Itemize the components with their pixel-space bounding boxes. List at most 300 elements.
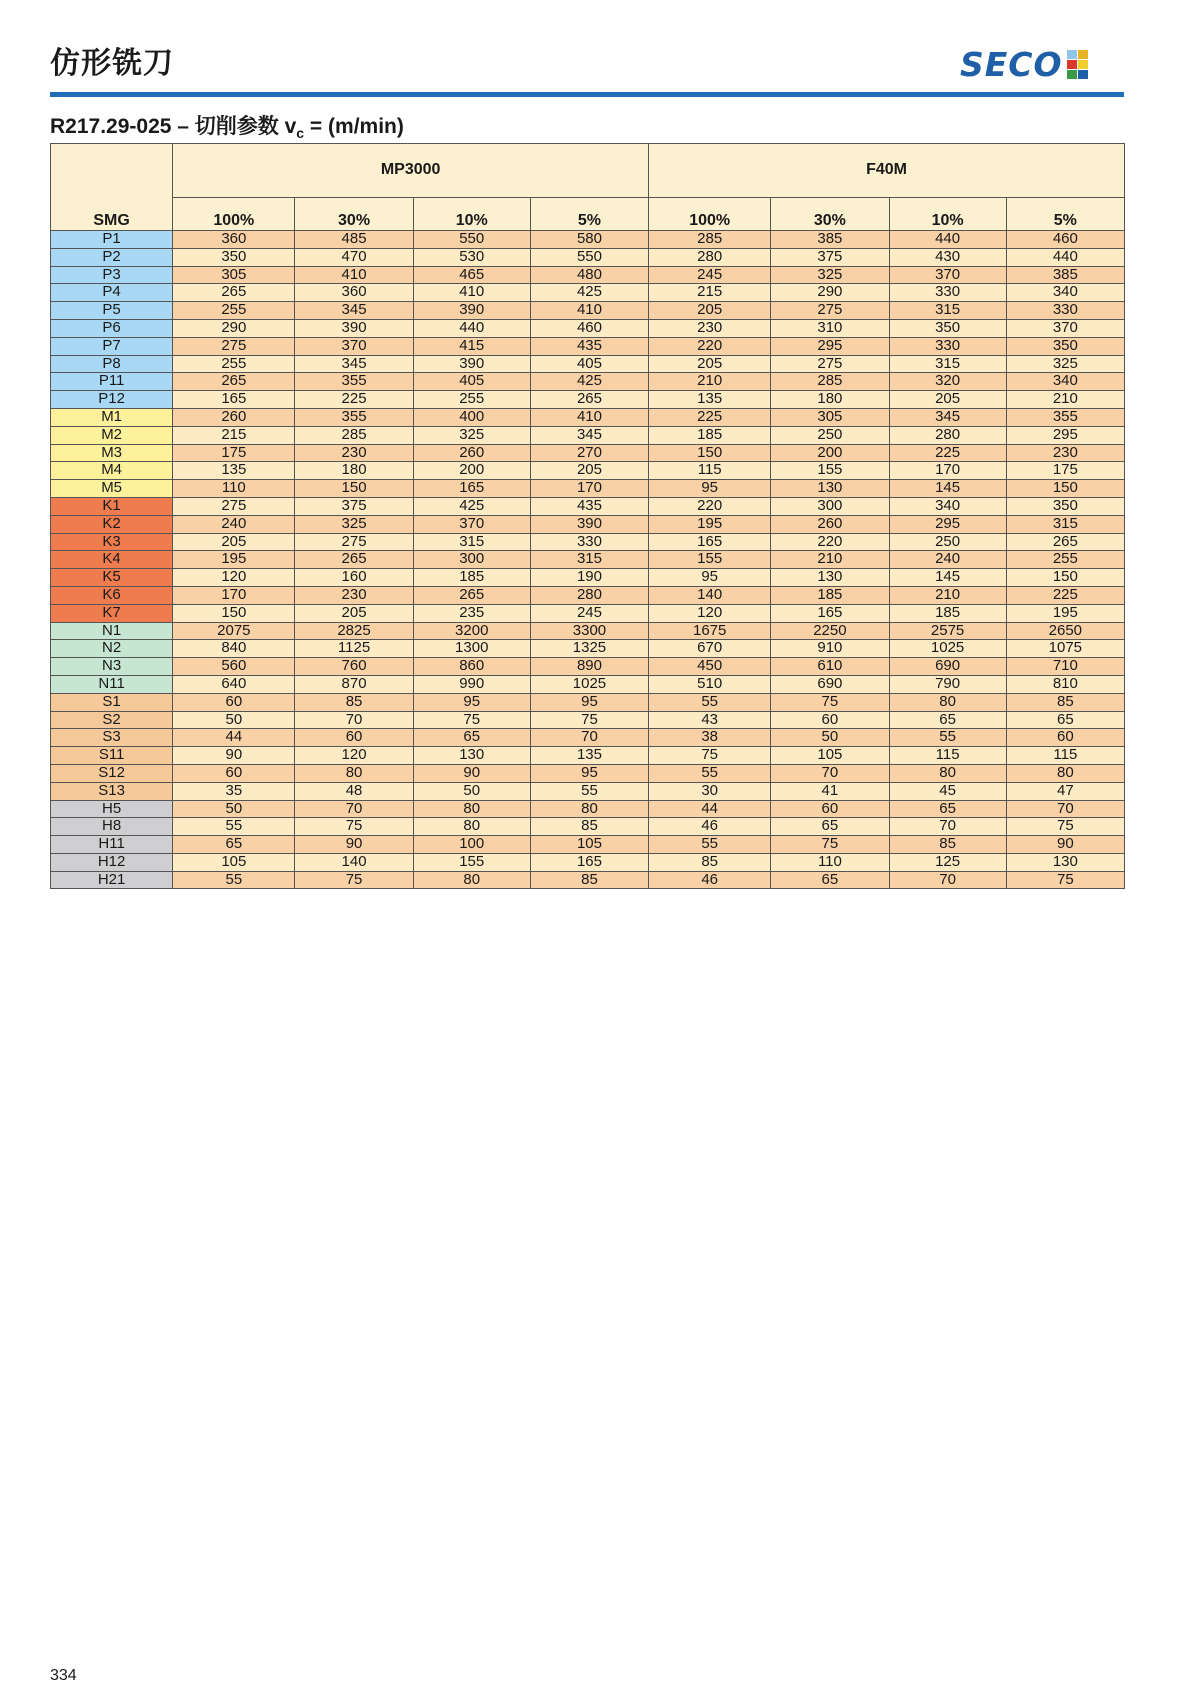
value-cell: 75	[295, 818, 413, 836]
value-cell: 330	[530, 533, 648, 551]
logo-text: SECO	[960, 44, 1063, 84]
value-cell: 465	[413, 266, 530, 284]
value-cell: 275	[173, 337, 295, 355]
table-title-units: = (m/min)	[304, 115, 404, 138]
value-cell: 355	[1006, 408, 1124, 426]
value-cell: 3300	[530, 622, 648, 640]
value-cell: 95	[530, 693, 648, 711]
value-cell: 90	[413, 764, 530, 782]
smg-cell: S11	[51, 747, 173, 765]
value-cell: 165	[771, 604, 889, 622]
value-cell: 550	[413, 231, 530, 249]
value-cell: 75	[1006, 818, 1124, 836]
value-cell: 200	[771, 444, 889, 462]
value-cell: 400	[413, 408, 530, 426]
value-cell: 230	[1006, 444, 1124, 462]
table-row	[51, 747, 1125, 765]
value-cell: 360	[173, 231, 295, 249]
value-cell: 1125	[295, 640, 413, 658]
value-cell: 165	[413, 480, 530, 498]
value-cell: 65	[771, 871, 889, 889]
value-cell: 640	[173, 675, 295, 693]
value-cell: 220	[649, 337, 771, 355]
table-row	[51, 622, 1125, 640]
value-cell: 130	[771, 569, 889, 587]
value-cell: 1675	[649, 622, 771, 640]
value-cell: 225	[649, 408, 771, 426]
value-cell: 340	[1006, 373, 1124, 391]
value-cell: 44	[173, 729, 295, 747]
value-cell: 165	[649, 533, 771, 551]
value-cell: 75	[649, 747, 771, 765]
value-cell: 370	[1006, 319, 1124, 337]
value-cell: 95	[649, 569, 771, 587]
value-cell: 47	[1006, 782, 1124, 800]
page-number: 334	[50, 1667, 77, 1684]
value-cell: 435	[530, 337, 648, 355]
value-cell: 290	[173, 319, 295, 337]
value-cell: 120	[173, 569, 295, 587]
value-cell: 2250	[771, 622, 889, 640]
value-cell: 115	[649, 462, 771, 480]
value-cell: 440	[889, 231, 1006, 249]
value-cell: 330	[889, 284, 1006, 302]
value-cell: 85	[530, 818, 648, 836]
table-row	[51, 373, 1125, 391]
value-cell: 120	[295, 747, 413, 765]
value-cell: 135	[649, 391, 771, 409]
smg-cell: H8	[51, 818, 173, 836]
value-cell: 230	[649, 319, 771, 337]
value-cell: 275	[295, 533, 413, 551]
value-cell: 180	[295, 462, 413, 480]
smg-cell: M4	[51, 462, 173, 480]
value-cell: 150	[173, 604, 295, 622]
value-cell: 390	[413, 302, 530, 320]
value-cell: 70	[295, 800, 413, 818]
value-cell: 60	[173, 764, 295, 782]
value-cell: 55	[649, 764, 771, 782]
table-row	[51, 782, 1125, 800]
value-cell: 60	[173, 693, 295, 711]
value-cell: 60	[771, 711, 889, 729]
subheader-cell: 5%	[530, 198, 648, 231]
value-cell: 345	[295, 302, 413, 320]
smg-cell: S2	[51, 711, 173, 729]
value-cell: 140	[649, 586, 771, 604]
cutting-data-table	[50, 143, 1125, 889]
table-row	[51, 836, 1125, 854]
table-row	[51, 586, 1125, 604]
value-cell: 1025	[530, 675, 648, 693]
value-cell: 80	[413, 800, 530, 818]
value-cell: 330	[889, 337, 1006, 355]
smg-cell: K4	[51, 551, 173, 569]
value-cell: 375	[295, 497, 413, 515]
value-cell: 840	[173, 640, 295, 658]
value-cell: 210	[649, 373, 771, 391]
value-cell: 175	[1006, 462, 1124, 480]
smg-cell: H11	[51, 836, 173, 854]
value-cell: 200	[413, 462, 530, 480]
value-cell: 385	[771, 231, 889, 249]
value-cell: 95	[413, 693, 530, 711]
value-cell: 35	[173, 782, 295, 800]
page-title: 仿形铣刀	[50, 46, 174, 81]
value-cell: 180	[771, 391, 889, 409]
table-row	[51, 231, 1125, 249]
value-cell: 890	[530, 658, 648, 676]
value-cell: 340	[889, 497, 1006, 515]
value-cell: 450	[649, 658, 771, 676]
value-cell: 125	[889, 853, 1006, 871]
value-cell: 345	[295, 355, 413, 373]
value-cell: 325	[295, 515, 413, 533]
table-row	[51, 853, 1125, 871]
value-cell: 50	[413, 782, 530, 800]
value-cell: 205	[649, 302, 771, 320]
value-cell: 205	[295, 604, 413, 622]
table-row	[51, 711, 1125, 729]
value-cell: 235	[413, 604, 530, 622]
value-cell: 265	[173, 373, 295, 391]
value-cell: 560	[173, 658, 295, 676]
value-cell: 70	[530, 729, 648, 747]
value-cell: 210	[771, 551, 889, 569]
value-cell: 290	[771, 284, 889, 302]
value-cell: 285	[649, 231, 771, 249]
value-cell: 70	[295, 711, 413, 729]
value-cell: 910	[771, 640, 889, 658]
smg-cell: K6	[51, 586, 173, 604]
smg-cell: P11	[51, 373, 173, 391]
value-cell: 80	[889, 693, 1006, 711]
subheader-cell: 100%	[649, 198, 771, 231]
value-cell: 75	[530, 711, 648, 729]
value-cell: 415	[413, 337, 530, 355]
value-cell: 370	[413, 515, 530, 533]
value-cell: 60	[295, 729, 413, 747]
smg-cell: S13	[51, 782, 173, 800]
value-cell: 185	[649, 426, 771, 444]
value-cell: 360	[295, 284, 413, 302]
value-cell: 150	[649, 444, 771, 462]
table-row	[51, 284, 1125, 302]
value-cell: 215	[649, 284, 771, 302]
value-cell: 305	[771, 408, 889, 426]
value-cell: 75	[1006, 871, 1124, 889]
value-cell: 130	[1006, 853, 1124, 871]
value-cell: 285	[295, 426, 413, 444]
table-row	[51, 355, 1125, 373]
value-cell: 315	[889, 302, 1006, 320]
value-cell: 390	[530, 515, 648, 533]
value-cell: 265	[413, 586, 530, 604]
value-cell: 1075	[1006, 640, 1124, 658]
value-cell: 350	[889, 319, 1006, 337]
value-cell: 435	[530, 497, 648, 515]
value-cell: 30	[649, 782, 771, 800]
table-row	[51, 658, 1125, 676]
value-cell: 135	[530, 747, 648, 765]
value-cell: 325	[413, 426, 530, 444]
value-cell: 255	[173, 355, 295, 373]
table-title	[50, 110, 404, 141]
value-cell: 155	[649, 551, 771, 569]
value-cell: 315	[413, 533, 530, 551]
value-cell: 70	[771, 764, 889, 782]
table-row	[51, 426, 1125, 444]
value-cell: 135	[173, 462, 295, 480]
value-cell: 155	[413, 853, 530, 871]
table-row	[51, 675, 1125, 693]
smg-cell: S3	[51, 729, 173, 747]
value-cell: 440	[1006, 248, 1124, 266]
smg-cell: H5	[51, 800, 173, 818]
value-cell: 460	[530, 319, 648, 337]
value-cell: 670	[649, 640, 771, 658]
value-cell: 60	[771, 800, 889, 818]
value-cell: 530	[413, 248, 530, 266]
value-cell: 610	[771, 658, 889, 676]
value-cell: 710	[1006, 658, 1124, 676]
smg-cell: P7	[51, 337, 173, 355]
value-cell: 225	[1006, 586, 1124, 604]
value-cell: 46	[649, 818, 771, 836]
value-cell: 46	[649, 871, 771, 889]
table-row	[51, 248, 1125, 266]
value-cell: 265	[295, 551, 413, 569]
value-cell: 165	[530, 853, 648, 871]
value-cell: 44	[649, 800, 771, 818]
value-cell: 275	[771, 355, 889, 373]
value-cell: 80	[889, 764, 1006, 782]
table-row	[51, 444, 1125, 462]
value-cell: 115	[889, 747, 1006, 765]
value-cell: 80	[1006, 764, 1124, 782]
value-cell: 210	[1006, 391, 1124, 409]
smg-cell: H21	[51, 871, 173, 889]
value-cell: 48	[295, 782, 413, 800]
value-cell: 195	[1006, 604, 1124, 622]
value-cell: 130	[771, 480, 889, 498]
value-cell: 2825	[295, 622, 413, 640]
value-cell: 55	[173, 818, 295, 836]
value-cell: 105	[173, 853, 295, 871]
value-cell: 255	[173, 302, 295, 320]
value-cell: 95	[530, 764, 648, 782]
value-cell: 315	[530, 551, 648, 569]
value-cell: 120	[649, 604, 771, 622]
value-cell: 50	[771, 729, 889, 747]
value-cell: 990	[413, 675, 530, 693]
value-cell: 60	[1006, 729, 1124, 747]
value-cell: 350	[1006, 497, 1124, 515]
value-cell: 140	[295, 853, 413, 871]
value-cell: 185	[771, 586, 889, 604]
value-cell: 215	[173, 426, 295, 444]
value-cell: 205	[173, 533, 295, 551]
subheader-cell: 10%	[889, 198, 1006, 231]
value-cell: 350	[1006, 337, 1124, 355]
value-cell: 150	[1006, 569, 1124, 587]
value-cell: 130	[413, 747, 530, 765]
value-cell: 2575	[889, 622, 1006, 640]
value-cell: 80	[530, 800, 648, 818]
value-cell: 155	[771, 462, 889, 480]
value-cell: 50	[173, 711, 295, 729]
value-cell: 2075	[173, 622, 295, 640]
value-cell: 275	[771, 302, 889, 320]
value-cell: 225	[295, 391, 413, 409]
value-cell: 38	[649, 729, 771, 747]
table-row	[51, 462, 1125, 480]
value-cell: 425	[530, 284, 648, 302]
value-cell: 310	[771, 319, 889, 337]
value-cell: 510	[649, 675, 771, 693]
value-cell: 405	[530, 355, 648, 373]
value-cell: 205	[530, 462, 648, 480]
value-cell: 210	[889, 586, 1006, 604]
value-cell: 190	[530, 569, 648, 587]
value-cell: 150	[295, 480, 413, 498]
smg-cell: P1	[51, 231, 173, 249]
value-cell: 2650	[1006, 622, 1124, 640]
smg-cell: M3	[51, 444, 173, 462]
table-row	[51, 693, 1125, 711]
value-cell: 300	[771, 497, 889, 515]
smg-column-header: SMG	[51, 144, 173, 231]
value-cell: 230	[295, 444, 413, 462]
seco-logo	[960, 46, 1088, 82]
value-cell: 55	[173, 871, 295, 889]
value-cell: 345	[889, 408, 1006, 426]
value-cell: 85	[649, 853, 771, 871]
value-cell: 870	[295, 675, 413, 693]
value-cell: 325	[771, 266, 889, 284]
value-cell: 270	[530, 444, 648, 462]
value-cell: 265	[1006, 533, 1124, 551]
value-cell: 480	[530, 266, 648, 284]
value-cell: 145	[889, 480, 1006, 498]
value-cell: 390	[413, 355, 530, 373]
smg-cell: P2	[51, 248, 173, 266]
value-cell: 245	[530, 604, 648, 622]
value-cell: 245	[649, 266, 771, 284]
value-cell: 75	[413, 711, 530, 729]
value-cell: 375	[771, 248, 889, 266]
table-title-subscript: c	[296, 125, 305, 142]
table-row	[51, 818, 1125, 836]
group-header-mp3000: MP3000	[173, 144, 649, 198]
value-cell: 260	[413, 444, 530, 462]
value-cell: 240	[173, 515, 295, 533]
table-row	[51, 408, 1125, 426]
value-cell: 260	[771, 515, 889, 533]
smg-cell: H12	[51, 853, 173, 871]
table-row	[51, 569, 1125, 587]
value-cell: 65	[413, 729, 530, 747]
smg-cell: M5	[51, 480, 173, 498]
value-cell: 80	[413, 818, 530, 836]
smg-cell: K2	[51, 515, 173, 533]
value-cell: 250	[771, 426, 889, 444]
value-cell: 405	[413, 373, 530, 391]
table-row	[51, 764, 1125, 782]
value-cell: 260	[173, 408, 295, 426]
value-cell: 225	[889, 444, 1006, 462]
value-cell: 315	[889, 355, 1006, 373]
value-cell: 70	[889, 871, 1006, 889]
smg-cell: S12	[51, 764, 173, 782]
table-row	[51, 604, 1125, 622]
value-cell: 65	[889, 800, 1006, 818]
table-body	[51, 231, 1125, 889]
table-row	[51, 515, 1125, 533]
value-cell: 355	[295, 373, 413, 391]
value-cell: 325	[1006, 355, 1124, 373]
smg-cell: N1	[51, 622, 173, 640]
value-cell: 485	[295, 231, 413, 249]
value-cell: 70	[1006, 800, 1124, 818]
value-cell: 370	[889, 266, 1006, 284]
table-row	[51, 480, 1125, 498]
value-cell: 220	[771, 533, 889, 551]
value-cell: 440	[413, 319, 530, 337]
smg-cell: P8	[51, 355, 173, 373]
table-title-main: R217.29-025 – 切削参数 v	[50, 115, 297, 138]
value-cell: 255	[1006, 551, 1124, 569]
value-cell: 315	[1006, 515, 1124, 533]
value-cell: 1300	[413, 640, 530, 658]
value-cell: 355	[295, 408, 413, 426]
value-cell: 45	[889, 782, 1006, 800]
smg-cell: P6	[51, 319, 173, 337]
subheader-cell: 10%	[413, 198, 530, 231]
smg-cell: P3	[51, 266, 173, 284]
value-cell: 320	[889, 373, 1006, 391]
value-cell: 195	[173, 551, 295, 569]
group-header-f40m: F40M	[649, 144, 1125, 198]
value-cell: 75	[771, 836, 889, 854]
value-cell: 110	[771, 853, 889, 871]
value-cell: 75	[295, 871, 413, 889]
value-cell: 410	[530, 408, 648, 426]
value-cell: 690	[771, 675, 889, 693]
smg-cell: S1	[51, 693, 173, 711]
table-row	[51, 337, 1125, 355]
value-cell: 300	[413, 551, 530, 569]
subheader-cell: 30%	[771, 198, 889, 231]
value-cell: 385	[1006, 266, 1124, 284]
value-cell: 1025	[889, 640, 1006, 658]
value-cell: 760	[295, 658, 413, 676]
table-row	[51, 266, 1125, 284]
value-cell: 460	[1006, 231, 1124, 249]
value-cell: 55	[889, 729, 1006, 747]
value-cell: 145	[889, 569, 1006, 587]
table-row	[51, 871, 1125, 889]
value-cell: 230	[295, 586, 413, 604]
value-cell: 410	[295, 266, 413, 284]
value-cell: 185	[889, 604, 1006, 622]
value-cell: 810	[1006, 675, 1124, 693]
smg-cell: P12	[51, 391, 173, 409]
value-cell: 160	[295, 569, 413, 587]
table-row	[51, 533, 1125, 551]
value-cell: 85	[295, 693, 413, 711]
smg-cell: N11	[51, 675, 173, 693]
